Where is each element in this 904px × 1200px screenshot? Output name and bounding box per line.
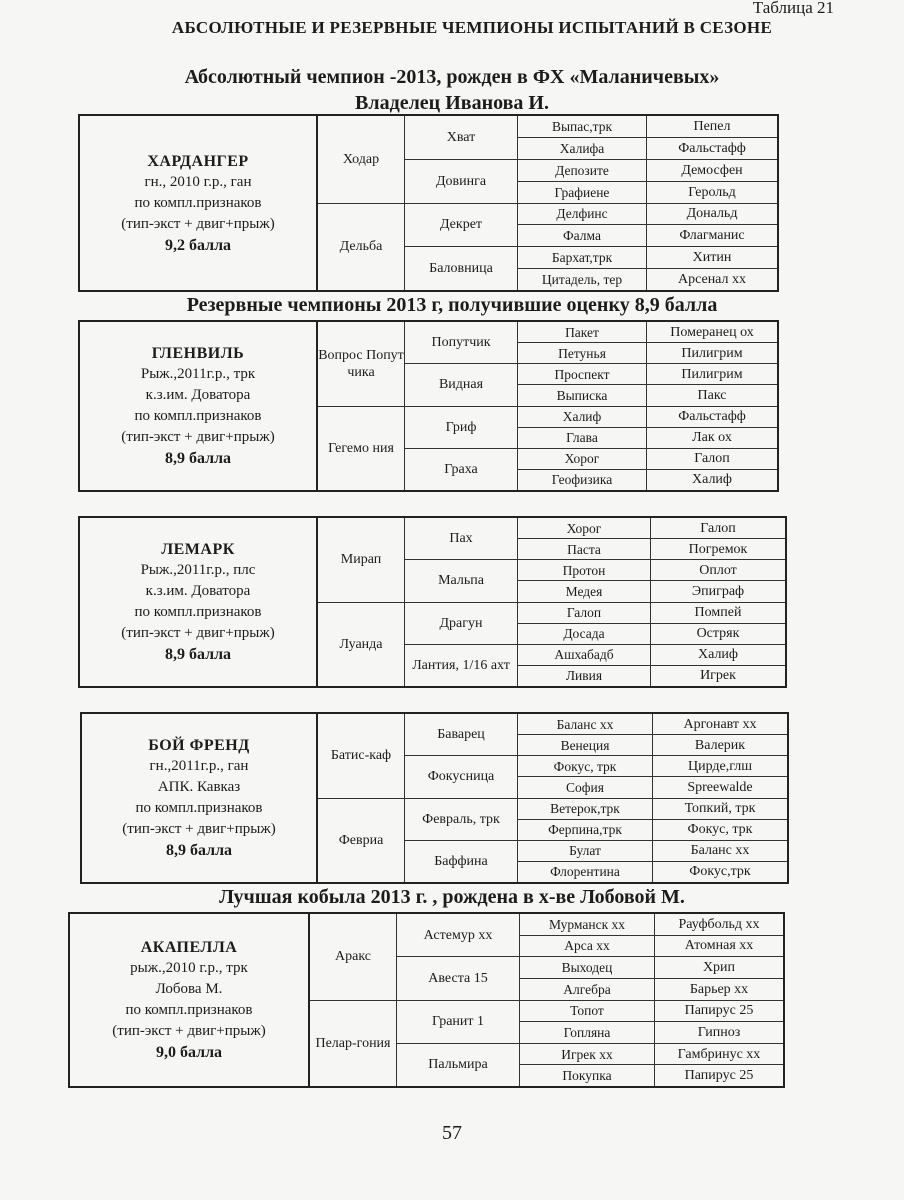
pedigree-block: [78, 114, 779, 292]
great-grandparent-cell: Покупка: [562, 1068, 612, 1084]
table-caption: АБСОЛЮТНЫЕ И РЕЗЕРВНЫЕ ЧЕМПИОНЫ ИСПЫТАНИЙ В СЕЗОНЕ: [171, 18, 773, 37]
grandparent-cell: Баварец: [405, 714, 517, 756]
great-grandparent-cell: Выпас,трк: [518, 116, 646, 138]
horse-score: 8,9 балла: [164, 450, 232, 467]
great-grandparent-cell: Выходец: [520, 957, 654, 979]
great-grandparent-cell: Хорог: [518, 449, 646, 470]
ancestor-cell: Арсенал хх: [677, 272, 747, 288]
ancestor-cell: Халиф: [692, 472, 732, 488]
great-grandparent-cell: Пакет: [518, 322, 646, 343]
best-mare-title: Лучшая кобыла 2013 г. , рождена в х-ве Лобовой М.: [219, 886, 685, 908]
great-grandparent-cell: Досада: [518, 624, 650, 645]
great-grandparent-cell: Петунья: [518, 343, 646, 364]
ancestor-cell: Пилигрим: [647, 364, 777, 385]
great-grandparent-cell: Топот: [520, 1001, 654, 1023]
great-grandparent-cell: Баланс хх: [518, 714, 652, 735]
great-grandparents-column: [518, 322, 647, 490]
great-grandparent-cell: Венеция: [518, 735, 652, 756]
grandparent-cell: Февраль, трк: [405, 799, 517, 841]
sire-cell: Мирап: [318, 518, 404, 603]
ancestor-cell: Хрип: [655, 957, 783, 979]
grandparent-cell: Лантия, 1/16 ахт: [412, 657, 510, 673]
great-grandparent-cell: Бархат,трк: [518, 247, 646, 269]
horse-info-line: по компл.признаков: [135, 800, 263, 816]
horse-info-line: по компл.признаков: [134, 408, 262, 424]
ancestors-column: [651, 518, 785, 686]
grandparent-cell: Драгун: [405, 603, 517, 645]
ancestor-cell: Погремок: [651, 539, 785, 560]
grandparents-column: [405, 714, 518, 882]
ancestor-cell: Оплот: [651, 560, 785, 581]
grandparent-cell: Гранит 1: [397, 1001, 519, 1044]
ancestor-cell: Аргонавт хх: [653, 714, 787, 735]
page-number: 57: [442, 1122, 462, 1144]
grandparent-cell: Хват: [405, 116, 517, 160]
ancestor-cell: Померанец ох: [647, 322, 777, 343]
ancestor-cell: Галоп: [647, 449, 777, 470]
great-grandparent-cell: Гопляна: [520, 1022, 654, 1044]
horse-card: [68, 912, 310, 1088]
ancestor-cell: Игрек: [700, 668, 736, 684]
horse-info-line: (тип-экст + двиг+прыж): [112, 1023, 266, 1039]
horse-info-line: (тип-экст + двиг+прыж): [122, 821, 276, 837]
grandparent-cell: Видная: [405, 364, 517, 406]
great-grandparent-cell: Галоп: [518, 603, 650, 624]
pedigree-grid: [318, 114, 779, 292]
sire-cell: Батис-каф: [318, 714, 404, 799]
sire-cell: Ходар: [318, 116, 404, 204]
ancestor-cell: Гипноз: [655, 1022, 783, 1044]
horse-card: [78, 320, 318, 492]
parents-column: [318, 714, 405, 882]
horse-name: ГЛЕНВИЛЬ: [151, 345, 245, 362]
horse-info-line: к.з.им. Доватора: [145, 387, 251, 403]
great-grandparent-cell: Мурманск хх: [520, 914, 654, 936]
great-grandparent-cell: Медея: [518, 581, 650, 602]
great-grandparent-cell: Арса хх: [520, 936, 654, 958]
grandparent-cell: Пальмира: [428, 1057, 488, 1073]
dam-cell: Дельба: [339, 239, 383, 255]
horse-score: 8,9 балла: [164, 646, 232, 663]
horse-info-line: по компл.признаков: [134, 604, 262, 620]
ancestor-cell: Фокус,трк: [689, 864, 751, 880]
ancestor-cell: Лак ох: [647, 428, 777, 449]
horse-info-line: (тип-экст + двиг+прыж): [121, 429, 275, 445]
sire-cell: Аракс: [310, 914, 396, 1001]
horse-info-line: по компл.признаков: [134, 194, 262, 211]
grandparents-column: [405, 322, 518, 490]
great-grandparent-cell: Протон: [518, 560, 650, 581]
dam-cell: Февриа: [338, 832, 384, 848]
grandparent-cell: Попутчик: [405, 322, 517, 364]
great-grandparent-cell: Делфинс: [518, 204, 646, 226]
great-grandparent-cell: Фалма: [518, 225, 646, 247]
ancestor-cell: Гамбринус хх: [655, 1044, 783, 1066]
ancestor-cell: Остряк: [651, 624, 785, 645]
horse-score: 9,0 балла: [155, 1044, 223, 1061]
ancestor-cell: Халиф: [651, 645, 785, 666]
great-grandparent-cell: Игрек хх: [520, 1044, 654, 1066]
ancestors-column: [647, 322, 777, 490]
great-grandparent-cell: Ферпина,трк: [518, 820, 652, 841]
great-grandparent-cell: Ветерок,трк: [518, 799, 652, 820]
ancestors-column: [655, 914, 783, 1086]
grandparent-cell: Фокусница: [405, 756, 517, 798]
horse-info-line: (тип-экст + двиг+прыж): [121, 215, 275, 232]
great-grandparents-column: [518, 116, 647, 290]
horse-card: [78, 516, 318, 688]
ancestor-cell: Пепел: [647, 116, 777, 138]
ancestor-cell: Цирде,глш: [653, 756, 787, 777]
ancestor-cell: Spreewalde: [653, 777, 787, 798]
horse-score: 8,9 балла: [165, 842, 233, 859]
grandparent-cell: Баффина: [434, 853, 488, 869]
horse-info-line: Рыж.,2011г.р., трк: [140, 366, 256, 382]
horse-info-line: (тип-экст + двиг+прыж): [121, 625, 275, 641]
pedigree-block: [68, 912, 785, 1088]
horse-info-line: к.з.им. Доватора: [145, 583, 251, 599]
horse-info-line: Рыж.,2011г.р., плс: [140, 562, 256, 578]
ancestor-cell: Фальстафф: [647, 138, 777, 160]
ancestor-cell: Фальстафф: [647, 407, 777, 428]
grandparent-cell: Декрет: [405, 204, 517, 248]
grandparent-cell: Довинга: [405, 160, 517, 204]
grandparent-cell: Гриф: [405, 407, 517, 449]
horse-card: [78, 114, 318, 292]
horse-card: [80, 712, 318, 884]
pedigree-grid: [318, 320, 779, 492]
great-grandparents-column: [520, 914, 655, 1086]
grandparents-column: [405, 116, 518, 290]
great-grandparent-cell: Халиф: [518, 407, 646, 428]
parents-column: [318, 116, 405, 290]
pedigree-grid: [310, 912, 785, 1088]
dam-cell: Луанда: [339, 636, 383, 652]
great-grandparent-cell: Халифа: [518, 138, 646, 160]
ancestor-cell: Демосфен: [647, 160, 777, 182]
grandparent-cell: Баловница: [429, 261, 493, 277]
ancestor-cell: Папирус 25: [655, 1001, 783, 1023]
pedigree-grid: [318, 712, 789, 884]
pedigree-block: [78, 516, 787, 688]
horse-name: ЛЕМАРК: [161, 541, 235, 558]
pedigree-grid: [318, 516, 787, 688]
great-grandparent-cell: Булат: [518, 841, 652, 862]
ancestor-cell: Валерик: [653, 735, 787, 756]
great-grandparent-cell: Алгебра: [520, 979, 654, 1001]
great-grandparent-cell: Проспект: [518, 364, 646, 385]
great-grandparent-cell: Ашхабадб: [518, 645, 650, 666]
horse-info-line: по компл.признаков: [125, 1002, 253, 1018]
great-grandparent-cell: Флорентина: [550, 864, 620, 880]
ancestor-cell: Топкий, трк: [653, 799, 787, 820]
grandparents-column: [397, 914, 520, 1086]
horse-score: 9,2 балла: [164, 236, 232, 254]
great-grandparent-cell: Паста: [518, 539, 650, 560]
great-grandparent-cell: Геофизика: [551, 472, 613, 488]
ancestor-cell: Помпей: [651, 603, 785, 624]
great-grandparents-column: [518, 518, 651, 686]
grandparent-cell: Пах: [405, 518, 517, 560]
horse-info-line: АПК. Кавказ: [157, 779, 241, 795]
ancestor-cell: Рауфбольд хх: [655, 914, 783, 936]
absolute-champion-title: Абсолютный чемпион -2013, рожден в ФХ «Маланичевых»: [184, 66, 720, 88]
ancestor-cell: Флагманис: [647, 225, 777, 247]
ancestor-cell: Атомная хх: [655, 936, 783, 958]
grandparent-cell: Астемур хх: [397, 914, 519, 957]
horse-info-line: гн.,2011г.р., ган: [149, 758, 249, 774]
sire-cell: Вопрос Попут чика: [318, 322, 404, 407]
great-grandparent-cell: Цитадель, тер: [541, 272, 623, 288]
great-grandparent-cell: Фокус, трк: [518, 756, 652, 777]
ancestor-cell: Фокус, трк: [653, 820, 787, 841]
great-grandparents-column: [518, 714, 653, 882]
ancestor-cell: Герольд: [647, 182, 777, 204]
great-grandparent-cell: Хорог: [518, 518, 650, 539]
reserve-champions-title: Резервные чемпионы 2013 г, получившие оценку 8,9 балла: [186, 294, 718, 316]
horse-info-line: рыж.,2010 г.р., трк: [130, 960, 248, 976]
parents-column: [318, 518, 405, 686]
pedigree-block: [80, 712, 789, 884]
great-grandparent-cell: Ливия: [565, 668, 603, 684]
horse-name: АКАПЕЛЛА: [140, 939, 238, 956]
parents-column: [310, 914, 397, 1086]
great-grandparent-cell: София: [518, 777, 652, 798]
ancestor-cell: Пилигрим: [647, 343, 777, 364]
pedigree-block: [78, 320, 779, 492]
great-grandparent-cell: Графиене: [518, 182, 646, 204]
grandparent-cell: Граха: [444, 461, 478, 477]
great-grandparent-cell: Депозите: [518, 160, 646, 182]
horse-name: БОЙ ФРЕНД: [148, 737, 250, 754]
horse-info-line: гн., 2010 г.р., ган: [144, 173, 252, 190]
dam-cell: Пелар-гония: [315, 1035, 391, 1051]
dam-cell: Гегемо ния: [328, 440, 394, 456]
ancestor-cell: Хитин: [647, 247, 777, 269]
horse-info-line: Лобова М.: [155, 981, 223, 997]
owner-line: Владелец Иванова И.: [355, 92, 549, 114]
horse-name: ХАРДАНГЕР: [147, 152, 249, 170]
parents-column: [318, 322, 405, 490]
ancestors-column: [653, 714, 787, 882]
ancestor-cell: Папирус 25: [684, 1068, 754, 1084]
great-grandparent-cell: Глава: [518, 428, 646, 449]
ancestor-cell: Дональд: [647, 204, 777, 226]
ancestors-column: [647, 116, 777, 290]
grandparents-column: [405, 518, 518, 686]
ancestor-cell: Галоп: [651, 518, 785, 539]
ancestor-cell: Барьер хх: [655, 979, 783, 1001]
ancestor-cell: Баланс хх: [653, 841, 787, 862]
ancestor-cell: Эпиграф: [651, 581, 785, 602]
grandparent-cell: Мальпа: [405, 560, 517, 602]
great-grandparent-cell: Выписка: [518, 385, 646, 406]
table-number: Таблица 21: [752, 0, 834, 17]
grandparent-cell: Авеста 15: [397, 957, 519, 1000]
ancestor-cell: Пакс: [647, 385, 777, 406]
